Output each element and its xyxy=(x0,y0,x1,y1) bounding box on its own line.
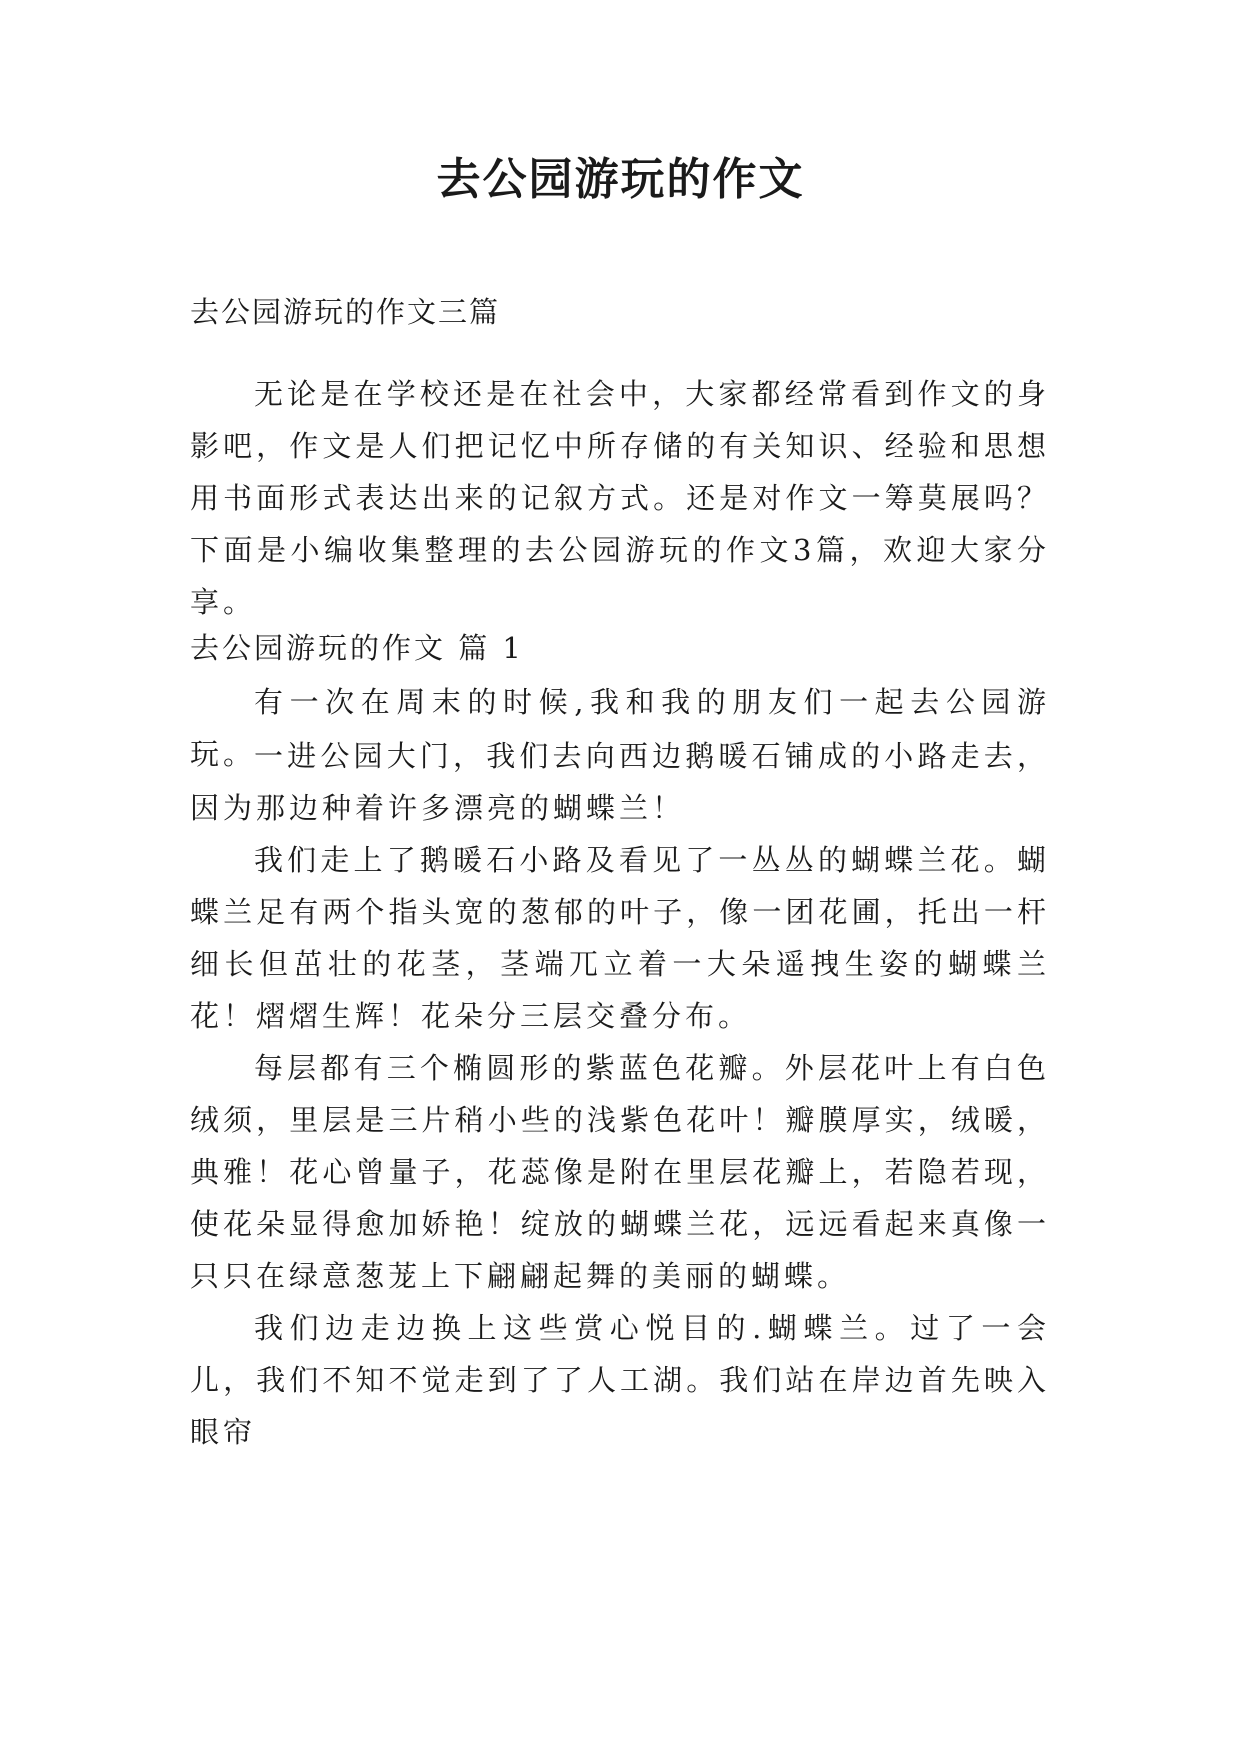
section-heading: 去公园游玩的作文 篇 1 xyxy=(190,631,524,665)
paragraph-1: 有一次在周末的时候,我和我的朋友们一起去公园游玩。 xyxy=(190,685,1050,771)
document-subtitle: 去公园游玩的作文三篇 xyxy=(190,295,501,329)
paragraph-3: 我们走上了鹅暖石小路及看见了一丛丛的蝴蝶兰花。蝴蝶兰足有两个指头宽的葱郁的叶子，像一团花圃，托出一杆细长但茁壮的花茎，茎端兀立着一大朵遥拽生姿的蝴蝶兰花！熠熠生辉！花朵分三层交叠分布。 xyxy=(190,843,1050,1033)
document-title: 去公园游玩的作文 xyxy=(436,154,805,205)
paragraph-5: 我们边走边换上这些赏心悦目的.蝴蝶兰。过了一会儿，我们不知不觉走到了了人工湖。我们站在岸边首先映入眼帘 xyxy=(190,1311,1050,1449)
paragraph-2: 一进公园大门，我们去向西边鹅暖石铺成的小路走去，因为那边种着许多漂亮的蝴蝶兰！ xyxy=(190,739,1050,825)
intro-paragraph: 无论是在学校还是在社会中，大家都经常看到作文的身影吧，作文是人们把记忆中所存储的有关知识、经验和思想用书面形式表达出来的记叙方式。还是对作文一筹莫展吗？下面是小编收集整理的去公园游玩的作文3篇，欢迎大家分享。 xyxy=(190,377,1050,619)
paragraph-4: 每层都有三个椭圆形的紫蓝色花瓣。外层花叶上有白色绒须，里层是三片稍小些的浅紫色花叶！瓣膜厚实，绒暖，典雅！花心曾量子，花蕊像是附在里层花瓣上，若隐若现，使花朵显得愈加娇艳！绽放的蝴蝶兰花，远远看起来真像一只只在绿意葱茏上下翩翩起舞的美丽的蝴蝶。 xyxy=(190,1051,1050,1293)
